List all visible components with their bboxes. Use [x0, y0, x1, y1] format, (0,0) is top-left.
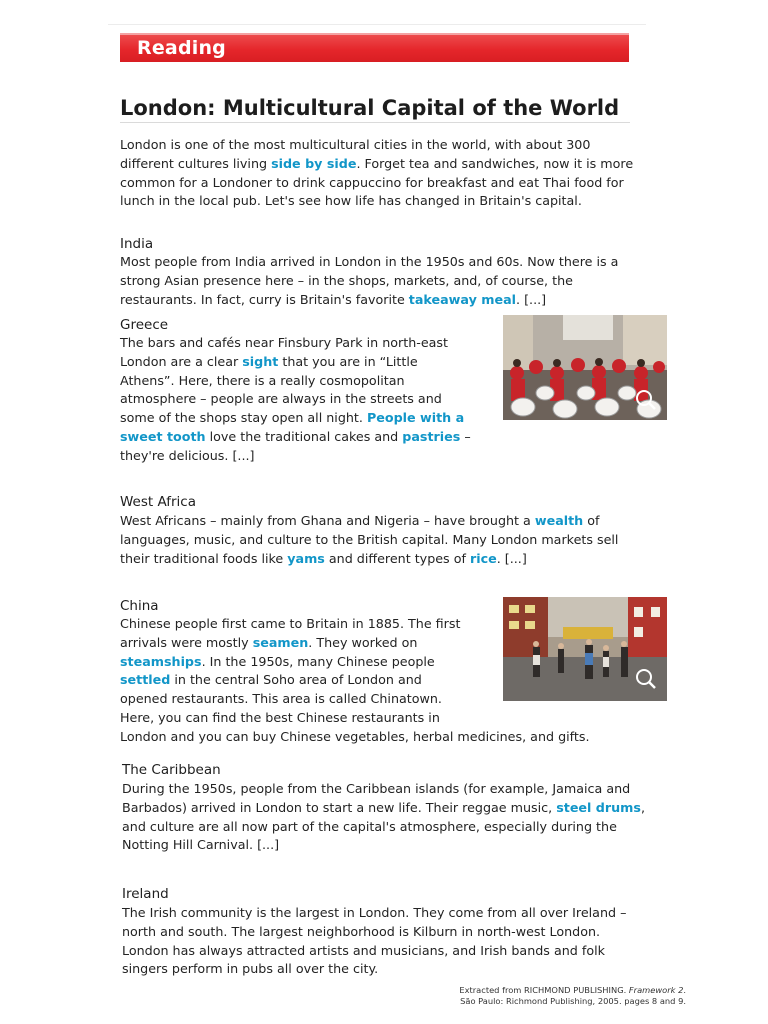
caribbean-paragraph — [122, 780, 645, 855]
keyword: sweet tooth — [120, 428, 206, 444]
india-line: Most people from India arrived in London in the 1950s and 60s. Now there is a — [120, 254, 619, 269]
ireland-line: singers perform in pubs all over the city. — [122, 961, 379, 977]
caribbean-line: Barbados) arrived in London to start a new life. Their reggae music, steel drums, — [122, 799, 645, 815]
greece-line: they're delicious. [...] — [120, 447, 255, 463]
china-line: Chinese people first came to Britain in 1885. The first — [120, 616, 461, 631]
heading-india: India — [120, 236, 154, 252]
keyword: steel drums — [556, 799, 641, 815]
article-title: London: Multicultural Capital of the World — [120, 96, 620, 120]
intro-line: London is one of the most multicultural cities in the world, with about 300 — [120, 137, 591, 152]
keyword: seamen — [252, 634, 309, 650]
title-underline — [120, 122, 630, 123]
ireland-paragraph — [122, 904, 626, 979]
book-title: Framework 2 — [628, 985, 684, 995]
keyword: People with a — [366, 410, 465, 426]
intro-paragraph — [120, 136, 633, 211]
caribbean-line: and culture are all now part of the capital's atmosphere, especially during the — [122, 818, 617, 834]
china-line: steamships. In the 1950s, many Chinese people — [120, 653, 435, 669]
west-africa-line: their traditional foods like yams and different types of rice. [...] — [120, 550, 527, 566]
china-line: opened restaurants. This area is called Chinatown. — [120, 691, 442, 707]
india-line: restaurants. In fact, curry is Britain's favorite takeaway meal. [...] — [120, 291, 547, 307]
intro-line: common for a Londoner to drink cappuccino for breakfast and eat Thai food for — [120, 174, 624, 190]
greece-line: London are a clear sight that you are in “Little — [120, 353, 418, 369]
china-line: settled in the central Soho area of London and — [120, 672, 422, 688]
greece-line: atmosphere – people are always in the streets and — [120, 391, 442, 407]
keyword: pastries — [402, 428, 461, 444]
section-banner — [120, 33, 629, 62]
india-paragraph — [120, 253, 618, 309]
keyword: steamships — [120, 653, 202, 669]
heading-china: China — [120, 598, 159, 614]
west-africa-paragraph — [120, 512, 618, 568]
keyword: sight — [242, 353, 279, 369]
china-line: London and you can buy Chinese vegetables, herbal medicines, and gifts. — [120, 728, 590, 744]
greece-line: Athens”. Here, there is a really cosmopolitan — [120, 372, 405, 388]
keyword: wealth — [534, 513, 584, 528]
greece-paragraph — [120, 334, 471, 466]
top-rule — [108, 24, 646, 25]
west-africa-line: West Africans – mainly from Ghana and Nigeria – have brought a wealth of — [120, 513, 600, 528]
china-photo[interactable] — [503, 597, 667, 701]
keyword: yams — [287, 550, 325, 566]
india-line: strong Asian presence here – in the shops, markets, and, of course, the — [120, 272, 573, 288]
chinatown-street-image — [503, 597, 667, 701]
ireland-line: The Irish community is the largest in London. They come from all over Ireland – — [122, 905, 627, 920]
heading-greece: Greece — [120, 317, 169, 333]
west-africa-line: languages, music, and culture to the British capital. Many London markets sell — [120, 531, 619, 547]
greece-photo[interactable] — [503, 315, 667, 420]
keyword: side by side — [271, 155, 357, 171]
source-credit: Extracted from RICHMOND PUBLISHING. Framework 2. São Paulo: Richmond Publishing, 2005. pages 8 and 9. — [459, 985, 686, 1006]
china-line: Here, you can find the best Chinese restaurants in — [120, 709, 440, 725]
drummers-parade-image — [503, 315, 667, 420]
caribbean-line: During the 1950s, people from the Caribbean islands (for example, Jamaica and — [122, 781, 631, 796]
keyword: takeaway meal — [408, 291, 517, 307]
ireland-line: north and south. The largest neighborhood is Kilburn in north-west London. — [122, 923, 601, 939]
ireland-line: London has always attracted artists and musicians, and Irish bands and folk — [122, 942, 605, 958]
keyword: rice — [469, 550, 497, 566]
caribbean-line: Notting Hill Carnival. [...] — [122, 837, 280, 853]
greece-line: sweet tooth love the traditional cakes and pastries – — [120, 428, 471, 444]
intro-line: different cultures living side by side. Forget tea and sandwiches, now it is more — [120, 155, 634, 171]
keyword: settled — [120, 672, 171, 688]
heading-caribbean: The Caribbean — [122, 762, 221, 778]
intro-line: lunch in the local pub. Let's see how life has changed in Britain's capital. — [120, 193, 582, 209]
heading-west-africa: West Africa — [120, 494, 196, 510]
china-line: arrivals were mostly seamen. They worked on — [120, 634, 418, 650]
greece-line: some of the shops stay open all night. People with a — [120, 410, 465, 426]
section-label: Reading — [137, 37, 226, 59]
heading-ireland: Ireland — [122, 886, 169, 902]
greece-line: The bars and cafés near Finsbury Park in north-east — [120, 335, 448, 350]
